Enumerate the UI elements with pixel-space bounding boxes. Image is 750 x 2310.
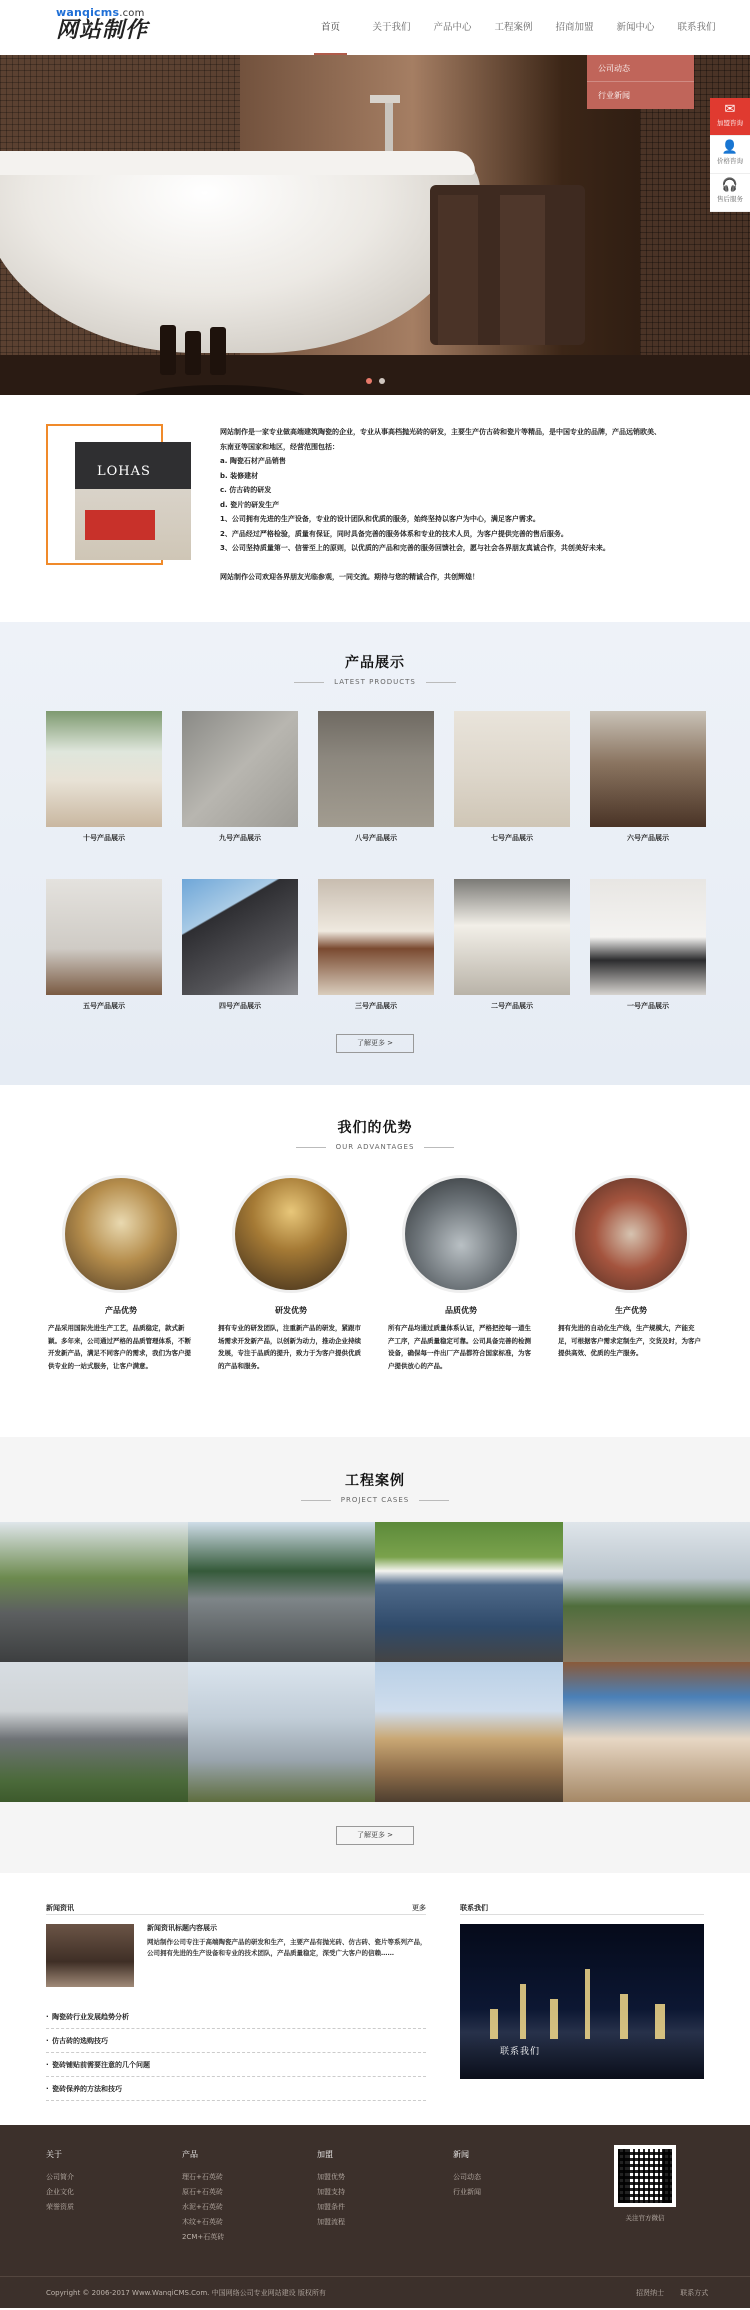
product-image <box>46 879 162 995</box>
banner-bottle <box>160 325 176 375</box>
case-image[interactable] <box>563 1662 750 1802</box>
news-list <box>46 2005 426 2101</box>
advantage-name: 研发优势 <box>275 1306 307 1315</box>
case-image[interactable] <box>0 1522 188 1662</box>
product-card[interactable] <box>46 879 162 1011</box>
news-featured-title[interactable]: 新闻资讯标题内容展示 <box>147 1924 217 1932</box>
news-thumbnail[interactable] <box>46 1924 134 1987</box>
about-line: 3、公司坚持质量第一、信誉至上的原则，以优质的产品和完善的服务回馈社会，愿与社会各界朋友真诚合作，共创美好未来。 <box>220 544 610 552</box>
contact-image[interactable] <box>460 1924 704 2079</box>
footer-col-title: 新闻 <box>453 2150 469 2159</box>
user-icon: 👤 <box>721 140 739 155</box>
advantage-desc: 拥有先进的自动化生产线，生产规模大，产能充足，可根据客户需求定制生产，交货及时，为客户提供高效、优质的生产服务。 <box>558 1324 701 1357</box>
product-image <box>182 879 298 995</box>
nav-franchise[interactable]: 招商加盟 <box>555 22 594 33</box>
footer-link[interactable]: 荣誉资质 <box>46 2203 74 2211</box>
section-subtitle: OUR ADVANTAGES <box>335 1143 415 1151</box>
about-line: 网站制作公司欢迎各界朋友光临参观，一同交流。期待与您的精诚合作，共创辉煌！ <box>220 572 479 581</box>
footer-link[interactable]: 加盟流程 <box>317 2218 345 2226</box>
footer-col-title: 产品 <box>182 2150 198 2159</box>
product-label: 九号产品展示 <box>219 834 261 842</box>
section-subtitle: PROJECT CASES <box>340 1496 410 1504</box>
advantage-card <box>556 1175 706 1360</box>
about-line: 1、公司拥有先进的生产设备，专业的设计团队和优质的服务，始终坚持以客户为中心，满足客户需求。 <box>220 515 540 523</box>
footer-col-about <box>46 2149 74 2215</box>
product-card[interactable] <box>182 879 298 1011</box>
advantage-card <box>216 1175 366 1372</box>
advantage-image <box>232 1175 350 1293</box>
product-image <box>46 711 162 827</box>
cases-more-button[interactable]: 了解更多 > <box>336 1826 414 1845</box>
product-image <box>454 711 570 827</box>
case-image[interactable] <box>188 1522 376 1662</box>
products-more-button[interactable]: 了解更多 > <box>336 1034 414 1053</box>
section-title: 工程案例 <box>345 1473 405 1489</box>
site-footer <box>0 2125 750 2308</box>
footer-col-news <box>453 2149 481 2200</box>
about-image-sign: LOHAS <box>97 464 151 479</box>
footer-link[interactable]: 企业文化 <box>46 2188 74 2196</box>
product-image <box>590 879 706 995</box>
banner-dot-2[interactable] <box>379 378 385 384</box>
city-light <box>520 1984 526 2039</box>
side-price-consult[interactable]: 👤 价格咨询 <box>710 136 750 174</box>
banner-faucet-spout <box>370 95 400 103</box>
site-header <box>0 0 750 55</box>
cases-title <box>0 1470 750 1504</box>
case-grid <box>0 1522 750 1802</box>
advantage-card <box>386 1175 536 1372</box>
section-title: 产品展示 <box>345 655 405 671</box>
advantage-desc: 产品采用国际先进生产工艺，品质稳定，款式新颖。多年来，公司通过严格的品质管理体系，不断开发新产品，满足不同客户的需求，我们为客户提供专业的一站式服务，让客户满意。 <box>48 1324 191 1370</box>
about-line: d. 瓷片的研发生产 <box>220 500 280 509</box>
qr-code-icon <box>618 2149 672 2203</box>
product-image <box>454 879 570 995</box>
copyright-bar <box>0 2276 750 2308</box>
news-dropdown-menu <box>587 55 694 109</box>
product-card[interactable] <box>46 711 162 843</box>
side-float-bar <box>710 98 750 212</box>
advantage-name: 产品优势 <box>105 1306 137 1315</box>
about-image-desk <box>85 510 155 540</box>
product-card[interactable] <box>318 879 434 1011</box>
contact-image-caption: 联系我们 <box>500 2047 541 2057</box>
qr-code <box>614 2145 676 2207</box>
advantage-image <box>402 1175 520 1293</box>
banner-bottle <box>185 331 201 375</box>
footer-link[interactable]: 行业新闻 <box>453 2188 481 2196</box>
banner-dot-1[interactable] <box>366 378 372 384</box>
footer-link[interactable]: 理石+石英砖 <box>182 2173 223 2181</box>
section-subtitle: LATEST PRODUCTS <box>334 678 416 686</box>
about-image <box>75 442 191 560</box>
product-image <box>182 711 298 827</box>
side-join-consult[interactable]: ✉ 加盟咨询 <box>710 98 750 136</box>
banner-bottle <box>210 327 226 375</box>
advantage-desc: 所有产品均通过质量体系认证，严格把控每一道生产工序，产品质量稳定可靠。公司具备完善的检测设备，确保每一件出厂产品都符合国家标准，为客户提供放心的产品。 <box>388 1324 531 1370</box>
about-section <box>0 395 750 622</box>
case-image[interactable] <box>563 1522 750 1662</box>
advantage-image <box>62 1175 180 1293</box>
news-header <box>46 1903 426 1915</box>
product-card[interactable] <box>182 711 298 843</box>
advantages-section <box>0 1085 750 1437</box>
footer-link[interactable]: 加盟条件 <box>317 2203 345 2211</box>
advantage-name: 生产优势 <box>615 1306 647 1315</box>
about-line: c. 仿古砖的研发 <box>220 486 272 494</box>
nav-cases[interactable]: 工程案例 <box>494 22 533 33</box>
footer-col-title: 关于 <box>46 2150 62 2159</box>
nav-news[interactable]: 新闻中心 <box>616 22 655 33</box>
product-card[interactable] <box>454 711 570 843</box>
advantage-card <box>46 1175 196 1372</box>
banner-towels <box>430 185 585 345</box>
city-light <box>490 2009 498 2039</box>
banner-floor <box>0 355 750 395</box>
product-label: 一号产品展示 <box>627 1002 669 1010</box>
service-icon: 🎧 <box>721 178 739 193</box>
products-section <box>0 622 750 1085</box>
advantage-name: 品质优势 <box>445 1306 477 1315</box>
news-featured-desc: 网站制作公司专注于高端陶瓷产品的研发和生产，主要产品有抛光砖、仿古砖、瓷片等系列产品，公司拥有先进的生产设备和专业的技术团队，产品质量稳定，深受广大客户的信赖…… <box>147 1938 427 1957</box>
footer-link[interactable]: 加盟优势 <box>317 2173 345 2181</box>
about-line: 2、产品经过严格检验，质量有保证，同时具备完善的服务体系和专业的技术人员，为客户提供完善的售后服务。 <box>220 529 568 538</box>
case-image[interactable] <box>188 1662 376 1802</box>
nav-products[interactable]: 产品中心 <box>433 22 472 33</box>
product-image <box>318 879 434 995</box>
news-list-item[interactable]: · 仿古砖的选购技巧 <box>46 2029 426 2053</box>
cases-section <box>0 1437 750 1873</box>
product-label: 七号产品展示 <box>491 834 533 842</box>
product-label: 五号产品展示 <box>83 1002 125 1010</box>
product-card[interactable] <box>590 879 706 1011</box>
news-header-title: 新闻资讯 <box>46 1904 74 1912</box>
case-image[interactable] <box>0 1662 188 1802</box>
product-label: 二号产品展示 <box>491 1002 533 1010</box>
footer-link[interactable]: 原石+石英砖 <box>182 2188 223 2196</box>
product-label: 六号产品展示 <box>627 834 669 842</box>
logo-domain: wanqicms.com <box>56 6 145 19</box>
product-image <box>318 711 434 827</box>
advantage-desc: 拥有专业的研发团队，注重新产品的研发，紧跟市场需求开发新产品，以创新为动力，推动企业持续发展，专注于品质的提升，致力于为客户提供优质的产品和服务。 <box>218 1324 361 1370</box>
main-nav <box>300 0 727 55</box>
city-light <box>620 1994 628 2039</box>
footer-bottom-links <box>636 2277 708 2309</box>
chat-icon: ✉ <box>724 102 736 117</box>
footer-link[interactable]: 公司动态 <box>453 2173 481 2181</box>
product-card[interactable] <box>590 711 706 843</box>
city-light <box>655 2004 665 2039</box>
city-light <box>550 1999 558 2039</box>
news-more-link[interactable]: 更多 <box>412 1904 426 1912</box>
footer-bottom-link[interactable]: 招贤纳士 <box>636 2289 664 2297</box>
product-card[interactable] <box>454 879 570 1011</box>
nav-contact[interactable]: 联系我们 <box>677 22 716 33</box>
product-image <box>590 711 706 827</box>
about-line: b. 装修建材 <box>220 471 259 480</box>
products-title <box>0 652 750 686</box>
section-title: 我们的优势 <box>337 1120 413 1136</box>
news-list-item[interactable]: · 瓷砖铺贴前需要注意的几个问题 <box>46 2053 426 2077</box>
footer-link[interactable]: 水泥+石英砖 <box>182 2203 223 2211</box>
advantages-title <box>0 1117 750 1151</box>
product-label: 四号产品展示 <box>219 1002 261 1010</box>
nav-home[interactable]: 首页 <box>300 0 361 55</box>
footer-link[interactable]: 木纹+石英砖 <box>182 2218 223 2226</box>
footer-bottom-link[interactable]: 联系方式 <box>680 2289 709 2297</box>
banner-bathtub-rim <box>0 151 475 175</box>
banner-pagination <box>366 378 385 384</box>
advantage-image <box>572 1175 690 1293</box>
qr-caption: 关注官方微信 <box>625 2214 665 2222</box>
footer-link[interactable]: 公司简介 <box>46 2173 74 2181</box>
footer-col-franchise <box>317 2149 345 2230</box>
product-label: 三号产品展示 <box>355 1002 397 1010</box>
product-label: 八号产品展示 <box>355 834 397 842</box>
about-line: 东南亚等国家和地区，经营范围包括： <box>220 442 339 451</box>
about-line: a. 陶瓷石材产品销售 <box>220 457 286 465</box>
news-list-item[interactable]: · 瓷砖保养的方法和技巧 <box>46 2077 426 2101</box>
product-card[interactable] <box>318 711 434 843</box>
logo-title: 网站制作 <box>56 18 149 43</box>
footer-link[interactable]: 加盟支持 <box>317 2188 345 2196</box>
city-light <box>585 1969 590 2039</box>
product-label: 十号产品展示 <box>83 834 125 842</box>
about-line: 网站制作是一家专业做高端建筑陶瓷的企业，专业从事高档抛光砖的研发，主要生产仿古砖和瓷片等精品，是中国专业的品牌，产品远销欧美、 <box>220 428 661 436</box>
news-section <box>0 1873 750 2125</box>
case-image[interactable] <box>375 1522 563 1662</box>
about-text <box>220 425 680 584</box>
footer-link[interactable]: 2CM+石英砖 <box>182 2233 225 2241</box>
side-after-sales[interactable]: 🎧 售后服务 <box>710 174 750 212</box>
dropdown-item-company-news[interactable]: 公司动态 <box>587 55 694 82</box>
news-list-item[interactable]: · 陶瓷砖行业发展趋势分析 <box>46 2005 426 2029</box>
footer-col-title: 加盟 <box>317 2150 333 2159</box>
product-grid <box>46 711 705 1011</box>
site-logo[interactable] <box>56 6 166 50</box>
contact-header: 联系我们 <box>460 1903 704 1915</box>
copyright-text: Copyright © 2006-2017 Www.WanqiCMS.Com. 中国网络公司专业网站建设 版权所有 <box>46 2289 326 2297</box>
nav-about[interactable]: 关于我们 <box>372 22 411 33</box>
case-image[interactable] <box>375 1662 563 1802</box>
footer-col-products <box>182 2149 224 2245</box>
dropdown-item-industry-news[interactable]: 行业新闻 <box>598 91 630 100</box>
